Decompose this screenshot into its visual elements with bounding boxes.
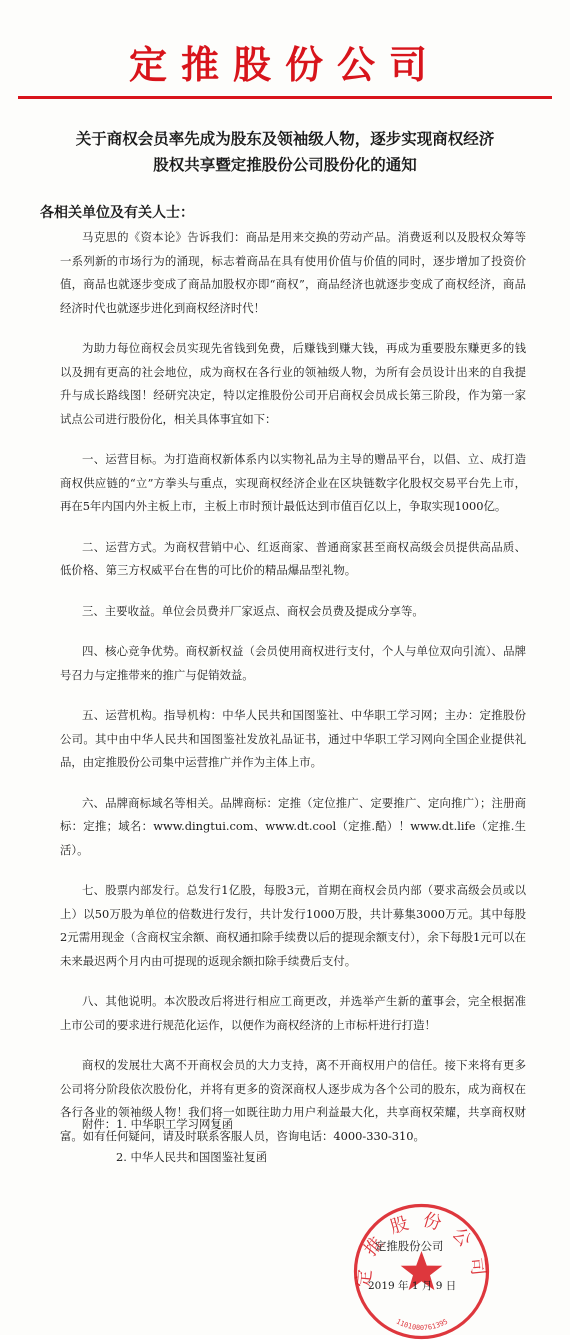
attachment-2: 2. 中华人民共和国图鉴社复函 [116, 1150, 268, 1164]
paragraph-item-7: 七、股票内部发行。总发行1亿股，每股3元，首期在商权会员内部（要求高级会员或以上）以50万股为单位的倍数进行发行，共计发行1000万股，共计募集3000万元。其中每股2元需用现金（含商权宝余额、商权通扣除手续费以后的提现余额支付），余下每股1元可以在未来最迟两个月内由可提现的返现余额扣除手续费后支付。 [60, 883, 526, 968]
notice-body [60, 226, 526, 1165]
paragraph-item-1: 一、运营目标。为打造商权新体系内以实物礼品为主导的赠品平台，以倡、立、成打造商权供应链的“立”方拳头与重点，实现商权经济企业在区块链数字化股权交易平台先上市，再在5年内国内外主板上市，主板上市时预计最低达到市值百亿以上，争取实现1000亿。 [60, 452, 526, 513]
company-seal [349, 1199, 494, 1344]
paragraph-item-3: 三、主要收益。单位会员费并厂家返点、商权会员费及提成分享等。 [82, 603, 424, 618]
salutation: 各相关单位及有关人士： [40, 205, 194, 221]
attachment-1: 附件：1. 中华职工学习网复函 [82, 1117, 234, 1131]
paragraph-purpose: 为助力每位商权会员实现先省钱到免费，后赚钱到赚大钱，再成为重要股东赚更多的钱以及拥有更高的社会地位，成为商权在各行业的领袖级人物，为所有会员设计出来的自我提升与成长路线图！经研究决定，特以定推股份公司开启商权会员成长第三阶段，作为第一家试点公司进行股份化，相关具体事宜如下： [60, 341, 526, 426]
notice-title-line-1: 关于商权会员率先成为股东及领袖级人物，逐步实现商权经济 [75, 130, 495, 148]
signature-company: 定推股份公司 [375, 1239, 444, 1253]
signature-date: 2019 年 1 月 9 日 [368, 1280, 457, 1292]
paragraph-intro: 马克思的《资本论》告诉我们：商品是用来交换的劳动产品。消费返利以及股权众筹等一系列新的市场行为的涌现，标志着商品在具有使用价值与价值的同时，逐步增加了投资价值，商品也就逐步变成了商品加股权亦即“商权”，商品经济也就逐步变成了商权经济，商品经济时代也就逐步进化到商权经济时代！ [60, 230, 526, 315]
paragraph-item-8: 八、其他说明。本次股改后将进行相应工商更改，并选举产生新的董事会，完全根据准上市公司的要求进行规范化运作，以便作为商权经济的上市标杆进行打造！ [60, 994, 526, 1032]
paragraph-item-6: 六、品牌商标域名等相关。品牌商标：定推（定位推广、定要推广、定向推广）；注册商标：定推；域名：www.dingtui.com、www.dt.cool（定推.酷）！www.dt.life（定推.生活）。 [60, 795, 526, 857]
seal-number-text: 1101080761395 [394, 1317, 450, 1332]
paragraph-item-5: 五、运营机构。指导机构：中华人民共和国图鉴社、中华职工学习网；主办：定推股份公司。其中由中华人民共和国图鉴社发放礼品证书，通过中华职工学习网向全国企业提供礼品，由定推股份公司集中运营推广并作为主体上市。 [60, 708, 526, 769]
notice-title [20, 126, 550, 178]
paragraph-item-4: 四、核心竞争优势。商权新权益（会员使用商权进行支付，个人与单位双向引流）、品牌号召力与定推带来的推广与促销效益。 [60, 644, 526, 682]
paragraph-item-2: 二、运营方式。为商权营销中心、红返商家、普通商家甚至商权高级会员提供高品质、低价格、第三方权威平台在售的可比价的精品爆品型礼物。 [60, 539, 526, 577]
seal-arc-text: 定推股份公司 [353, 1209, 490, 1289]
notice-title-line-2: 股权共享暨定推股份公司股份化的通知 [153, 156, 417, 174]
company-header: 定推股份公司 [128, 43, 441, 87]
header-rule [18, 96, 552, 99]
paragraph-closing: 商权的发展壮大离不开商权会员的大力支持，离不开商权用户的信任。接下来将有更多公司将分阶段依次股份化，并将有更多的资深商权人逐步成为各个公司的股东，成为商权在各行各业的领袖级人物！我们将一如既往助力用户利益最大化，共享商权荣耀，共享商权财富。如有任何疑问，请及时联系客服人员，咨询电话：4000-330-310。 [60, 1058, 526, 1143]
